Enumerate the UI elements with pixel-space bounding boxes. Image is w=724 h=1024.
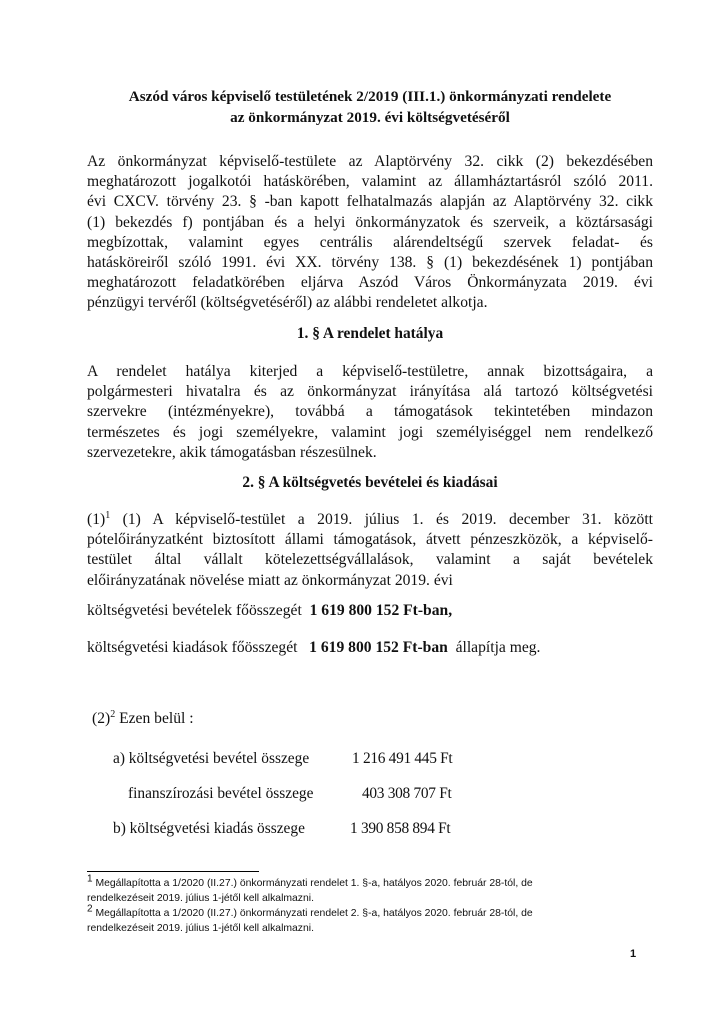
section-1-paragraph bbox=[87, 362, 653, 463]
budget-item-label: a) költségvetési bevétel összege bbox=[113, 750, 310, 767]
budget-item-label: finanszírozási bevétel összege bbox=[128, 785, 314, 802]
preamble-line: hatásköreiről szóló 1991. évi XX. törvény 138. § (1) bekezdésének 1) pontjában bbox=[87, 254, 653, 272]
title-line-2: az önkormányzat 2019. évi költségvetéséről bbox=[230, 109, 510, 126]
revenue-total-label: költségvetési bevételek főösszegét bbox=[87, 602, 310, 619]
title-line-1: Aszód város képviselő testületének 2/2019 (III.1.) önkormányzati rendelete bbox=[128, 88, 612, 105]
budget-item-label: b) költségvetési kiadás összege bbox=[113, 820, 305, 837]
preamble-paragraph bbox=[87, 152, 653, 314]
preamble-line: évi CXCV. törvény 23. § -ban kapott felhatalmazás alapján az Alaptörvény 32. cikk bbox=[87, 193, 653, 211]
section-2-paragraph-2: $(2)^2$ Ezen belül : bbox=[92, 708, 194, 727]
expense-total-label: költségvetési kiadások főösszegét bbox=[87, 639, 310, 656]
preamble-line: pénzügyi tervéről (költségvetéséről) az alábbi rendeletet alkotja. bbox=[87, 294, 488, 312]
document-title bbox=[88, 86, 652, 128]
footnote-ref-2[interactable]: 2 bbox=[110, 708, 116, 720]
section-2-line: pótelőirányzatként biztosított állami támogatások, átvett pénzeszközök, a képviselő- bbox=[87, 531, 653, 549]
preamble-line: megbízottak, valamint egyes centrális alárendeltségű szervek feladat- és bbox=[87, 233, 653, 251]
section-1-line: szervekre (intézményekre), továbbá a támogatások tekintetében mindazon bbox=[87, 403, 653, 421]
section-2-line: testület által vállalt kötelezettségvállalások, valamint a saját bevételek bbox=[87, 551, 653, 569]
section-2-paragraph-1 bbox=[87, 510, 653, 591]
preamble-line: meghatározott jogalkotói hatáskörében, valamint az államháztartásról szóló 2011. bbox=[87, 173, 653, 191]
footnote-number: 2 bbox=[87, 903, 93, 915]
expense-total-amount: 1 619 800 152 Ft-ban bbox=[309, 639, 448, 656]
revenue-total-line: költségvetési bevételek főösszegét 1 619 800 152 Ft-ban, bbox=[87, 602, 453, 619]
section-1-line: szervezetekre, akik támogatásban részesülnek. bbox=[87, 443, 377, 461]
section-2-heading: 2. § A költségvetés bevételei és kiadásai bbox=[242, 474, 498, 491]
page-number: 1 bbox=[630, 948, 637, 960]
section-2-line: $(1)^1$ (1) A képviselő-testület a 2019. július 1. és 2019. december 31. között bbox=[87, 509, 653, 528]
budget-item-amount: 1 216 491 445 Ft bbox=[352, 750, 453, 767]
revenue-total-amount: 1 619 800 152 Ft-ban bbox=[309, 602, 449, 619]
budget-item-amount: 403 308 707 Ft bbox=[362, 785, 452, 802]
footnote-2: $^2$ Megállapította a 1/2020 (II.27.) önkormányzati rendelet 2. §-a, hatályos 2020. február 28-tól, de rendelkezéseit 2019. július 1-jétől kell alkalmazni. bbox=[87, 903, 533, 935]
footnote-separator bbox=[87, 871, 259, 872]
preamble-line: (1) bekezdés f) pontjában és a helyi önkormányzatok és szerveik, a köztársasági bbox=[87, 213, 653, 231]
footnote-number: 1 bbox=[87, 873, 93, 885]
paragraph-number: (1) bbox=[87, 511, 106, 528]
section-1-line: polgármesteri hivatalra és az önkormányzat irányítása alá tartozó költségvetési bbox=[87, 383, 653, 401]
expense-total-line: költségvetési kiadások főösszegét 1 619 800 152 Ft-ban állapítja meg. bbox=[87, 639, 541, 656]
footnote-ref-1[interactable]: 1 bbox=[105, 509, 111, 521]
preamble-line: Az önkormányzat képviselő-testülete az Alaptörvény 32. cikk (2) bekezdésében bbox=[87, 153, 653, 170]
budget-item-amount: 1 390 858 894 Ft bbox=[350, 820, 451, 837]
preamble-line: meghatározott feladatkörében eljárva Aszód Város Önkormányzata 2019. évi bbox=[87, 274, 653, 292]
paragraph-number: (2) bbox=[92, 710, 111, 727]
section-1-line: természetes és jogi személyekre, valamint jogi személyiséggel nem rendelkező bbox=[87, 423, 653, 441]
section-1-heading: 1. § A rendelet hatálya bbox=[296, 325, 444, 342]
section-1-line: A rendelet hatálya kiterjed a képviselő-testületre, annak bizottságaira, a bbox=[87, 363, 653, 380]
section-2-line: előirányzatának növelése miatt az önkormányzat 2019. évi bbox=[87, 571, 453, 589]
footnote-1: $^1$ Megállapította a 1/2020 (II.27.) önkormányzati rendelet 1. §-a, hatályos 2020. február 28-tól, de rendelkezéseit 2019. július 1-jétől kell alkalmazni. bbox=[87, 873, 533, 905]
